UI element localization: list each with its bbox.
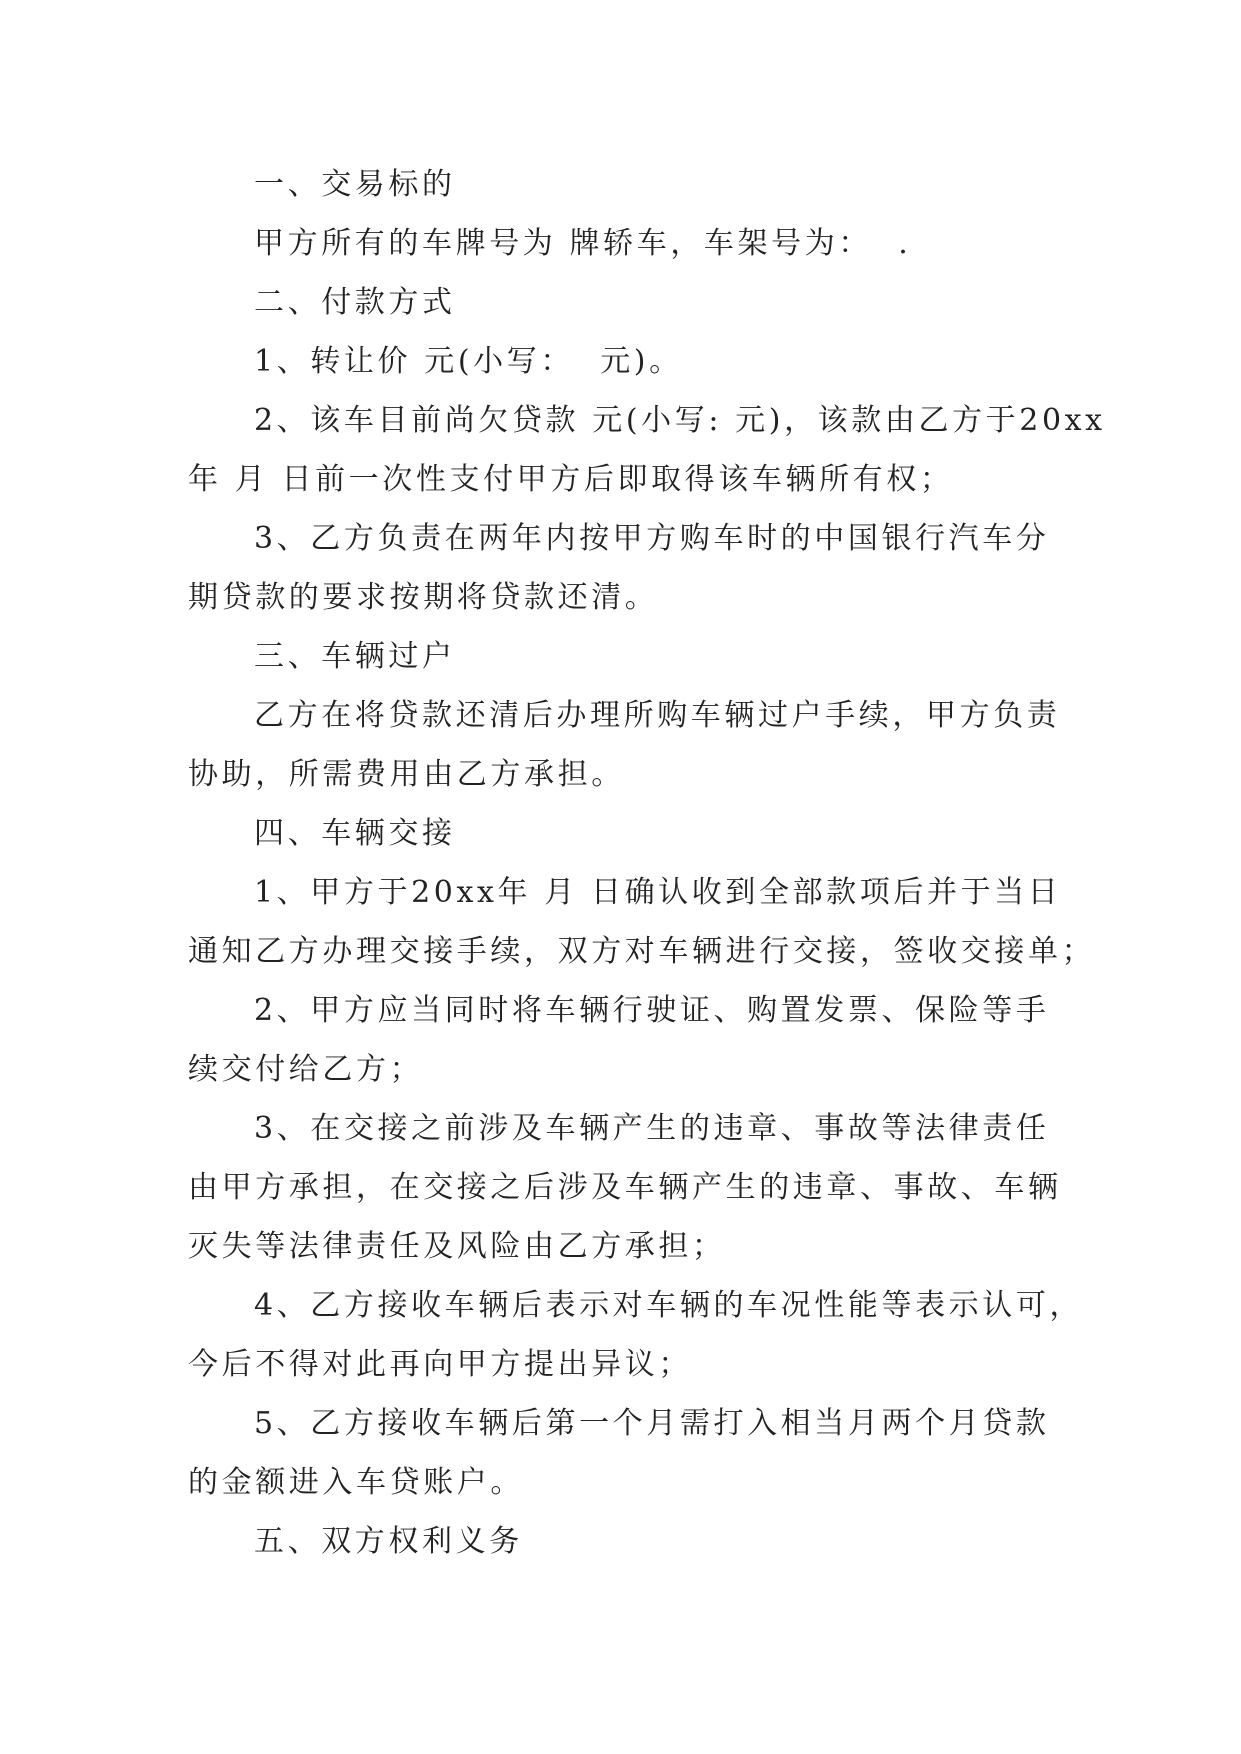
paragraph-line: 乙方在将贷款还清后办理所购车辆过户手续，甲方负责 [254,698,1061,733]
paragraph-line: 灭失等法律责任及风险由乙方承担； [188,1229,726,1264]
document-page [188,155,1106,1571]
paragraph-line: 2、该车目前尚欠贷款 元(小写: 元)，该款由乙方于20xx [254,403,1106,438]
paragraph-line: 期贷款的要求按期将贷款还清。 [188,580,659,615]
section-heading-vehicle-transfer: 三、车辆过户 [254,639,456,674]
paragraph-line: 5、乙方接收车辆后第一个月需打入相当月两个月贷款 [254,1406,1050,1441]
paragraph-line: 4、乙方接收车辆后表示对车辆的车况性能等表示认可， [254,1288,1084,1323]
paragraph-line: 协助，所需费用由乙方承担。 [188,757,625,792]
section-heading-transaction-subject: 一、交易标的 [254,167,456,202]
paragraph-line: 今后不得对此再向甲方提出异议； [188,1347,692,1382]
section-heading-vehicle-handover: 四、车辆交接 [254,816,456,851]
paragraph-line: 2、甲方应当同时将车辆行驶证、购置发票、保险等手 [254,993,1050,1028]
paragraph-line: 1、转让价 元(小写： 元)。 [254,344,683,379]
paragraph-line: 通知乙方办理交接手续，双方对车辆进行交接，签收交接单； [188,934,1096,969]
paragraph-line: 1、甲方于20xx年 月 日确认收到全部款项后并于当日 [254,875,1062,910]
paragraph-line: 年 月 日前一次性支付甲方后即取得该车辆所有权； [188,462,954,497]
paragraph-line: 的金额进入车贷账户。 [188,1465,524,1500]
paragraph-line: 续交付给乙方； [188,1052,424,1087]
paragraph-line: 3、乙方负责在两年内按甲方购车时的中国银行汽车分 [254,521,1050,556]
paragraph-line: 甲方所有的车牌号为 牌轿车，车架号为： . [254,226,912,261]
paragraph-line: 由甲方承担，在交接之后涉及车辆产生的违章、事故、车辆 [188,1170,1062,1205]
section-heading-rights-obligations: 五、双方权利义务 [254,1524,523,1559]
paragraph-line: 3、在交接之前涉及车辆产生的违章、事故等法律责任 [254,1111,1050,1146]
section-heading-payment-method: 二、付款方式 [254,285,456,320]
